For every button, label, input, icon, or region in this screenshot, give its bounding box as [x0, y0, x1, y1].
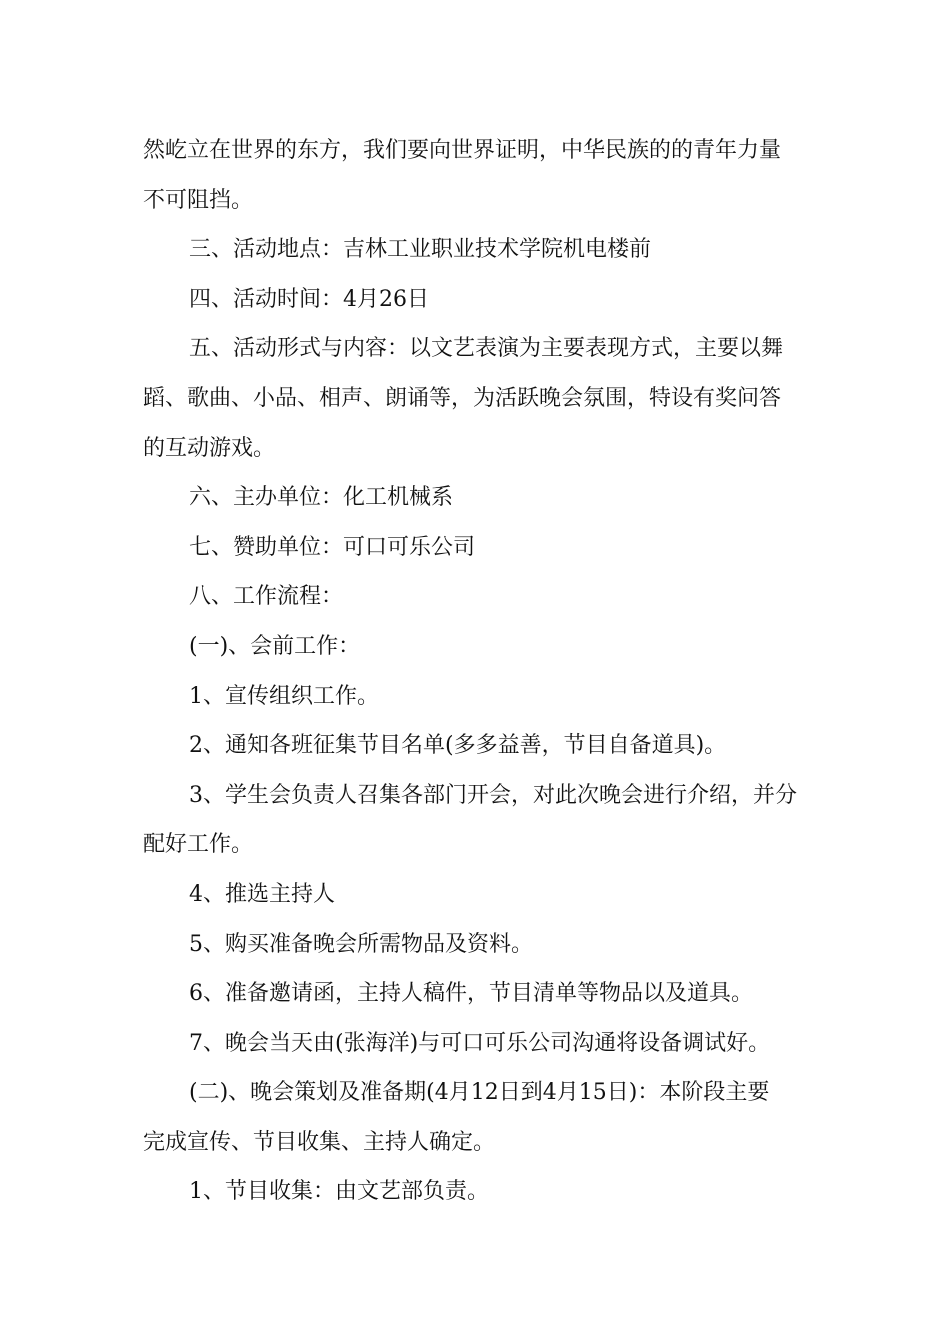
- section-sponsor: 七、赞助单位：可口可乐公司: [189, 534, 476, 560]
- list-item: 5、购买准备晚会所需物品及资料。: [189, 931, 533, 957]
- section-activity-time: 四、活动时间：4月26日: [189, 286, 429, 312]
- section-activity-location: 三、活动地点：吉林工业职业技术学院机电楼前: [189, 237, 652, 263]
- list-item: 4、推选主持人: [189, 881, 335, 907]
- subsection-pre-event: (一)、会前工作：: [189, 633, 361, 659]
- list-item: 6、准备邀请函，主持人稿件，节目清单等物品以及道具。: [189, 981, 753, 1007]
- list-item: 1、宣传组织工作。: [189, 683, 379, 709]
- list-item: 2、通知各班征集节目名单(多多益善，节目自备道具)。: [189, 733, 727, 759]
- text-line: 蹈、歌曲、小品、相声、朗诵等，为活跃晚会氛围，特设有奖问答: [143, 385, 782, 411]
- document-body: [143, 126, 809, 1217]
- subsection-planning-period: (二)、晚会策划及准备期(4月12日到4月15日)：本阶段主要: [189, 1080, 770, 1106]
- text-line: 的互动游戏。: [143, 435, 276, 461]
- text-line: 不可阻挡。: [143, 187, 254, 213]
- section-workflow: 八、工作流程：: [189, 584, 344, 610]
- text-line: 配好工作。: [143, 832, 254, 858]
- list-item: 3、学生会负责人召集各部门开会，对此次晚会进行介绍，并分: [189, 782, 797, 808]
- list-item: 7、晚会当天由(张海洋)与可口可乐公司沟通将设备调试好。: [189, 1030, 771, 1056]
- section-activity-format: 五、活动形式与内容：以文艺表演为主要表现方式，主要以舞: [189, 336, 784, 362]
- text-line: 完成宣传、节目收集、主持人确定。: [143, 1129, 496, 1155]
- text-line: 然屹立在世界的东方，我们要向世界证明，中华民族的的青年力量: [143, 138, 782, 163]
- list-item: 1、节目收集：由文艺部负责。: [189, 1179, 489, 1205]
- section-organizer: 六、主办单位：化工机械系: [189, 485, 454, 511]
